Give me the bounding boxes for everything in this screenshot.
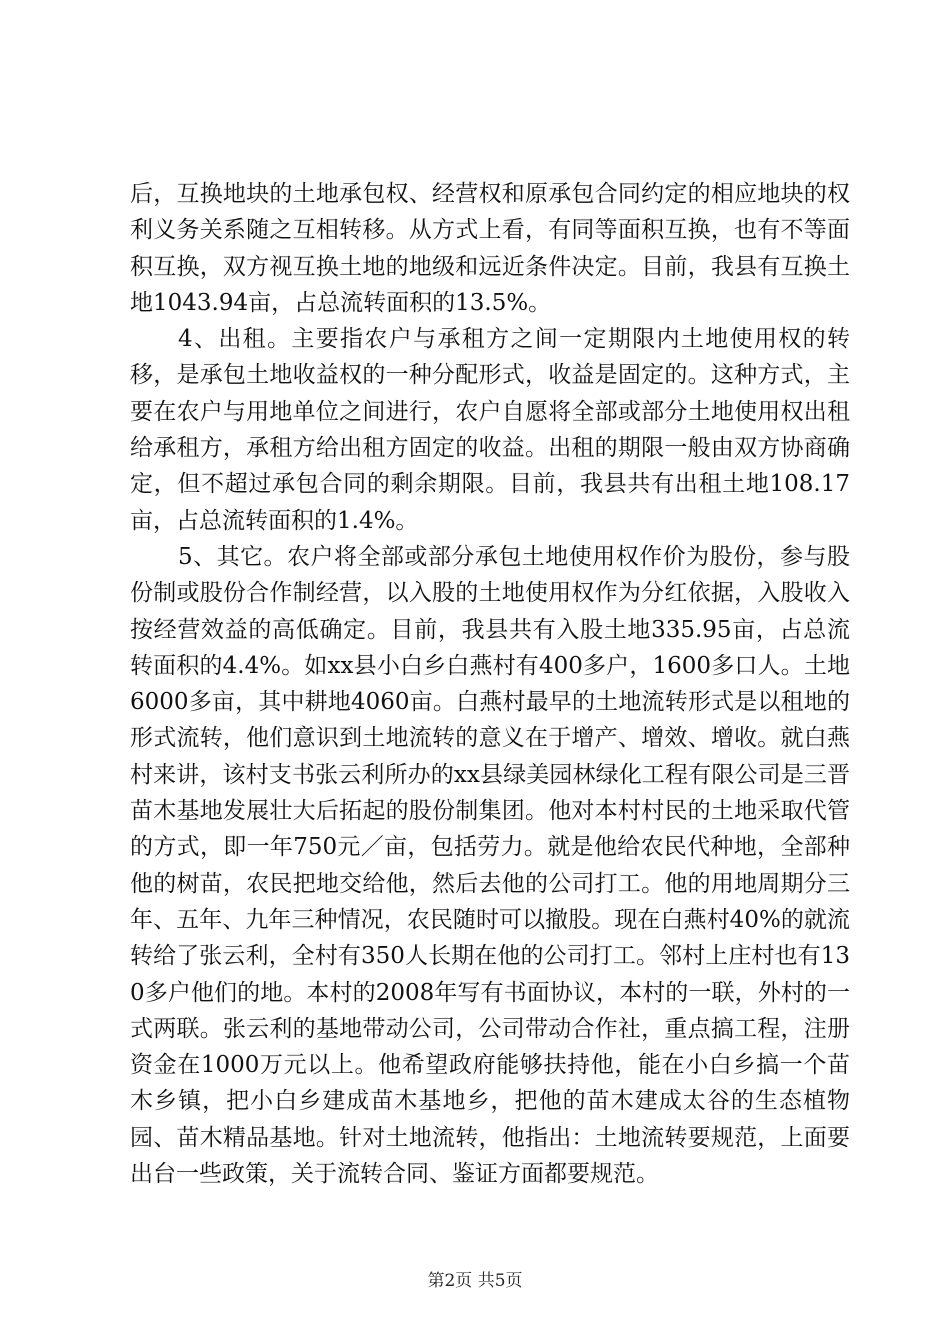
- paragraph-lease: 4、出租。主要指农户与承租方之间一定期限内土地使用权的转移，是承包土地收益权的一种分配形式，收益是固定的。这种方式，主要在农户与用地单位之间进行，农户自愿将全部或部分土地使用权出租给承租方，承租方给出租方固定的收益。出租的期限一般由双方协商确定，但不超过承包合同的剩余期限。目前，我县共有出租土地108.17亩，占总流转面积的1.4%。: [130, 326, 850, 534]
- page-footer: 第2页 共5页: [427, 1271, 523, 1291]
- paragraph-other-shares: 5、其它。农户将全部或部分承包土地使用权作价为股份，参与股份制或股份合作制经营，以入股的土地使用权作为分红依据，入股收入按经营效益的高低确定。目前，我县共有入股土地335.95亩，占总流转面积的4.4%。如xx县小白乡白燕村有400多户，1600多口人。土地6000多亩，其中耕地4060亩。白燕村最早的土地流转形式是以租地的形式流转，他们意识到土地流转的意义在于增产、增效、增收。就白燕村来讲，该村支书张云利所办的xx县绿美园林绿化工程有限公司是三晋苗木基地发展壮大后拓起的股份制集团。他对本村村民的土地采取代管的方式，即一年750元／亩，包括劳力。就是他给农民代种地，全部种他的树苗，农民把地交给他，然后去他的公司打工。他的用地周期分三年、五年、九年三种情况，农民随时可以撤股。现在白燕村40%的就流转给了张云利，全村有350人长期在他的公司打工。邻村上庄村也有130多户他们的地。本村的2008年写有书面协议，本村的一联，外村的一式两联。张云利的基地带动公司，公司带动合作社，重点搞工程，注册资金在1000万元以上。他希望政府能够扶持他，能在小白乡搞一个苗木乡镇，把小白乡建成苗木基地乡，把他的苗木建成太谷的生态植物园、苗木精品基地。针对土地流转，他指出：土地流转要规范，上面要出台一些政策，关于流转合同、鉴证方面都要规范。: [130, 543, 850, 1188]
- paragraph-land-swap: 后，互换地块的土地承包权、经营权和原承包合同约定的相应地块的权利义务关系随之互相转移。从方式上看，有同等面积互换，也有不等面积互换，双方视互换土地的地级和远近条件决定。目前，我县有互换土地1043.94亩，占总流转面积的13.5%。: [130, 181, 850, 316]
- document-body: [130, 176, 850, 1192]
